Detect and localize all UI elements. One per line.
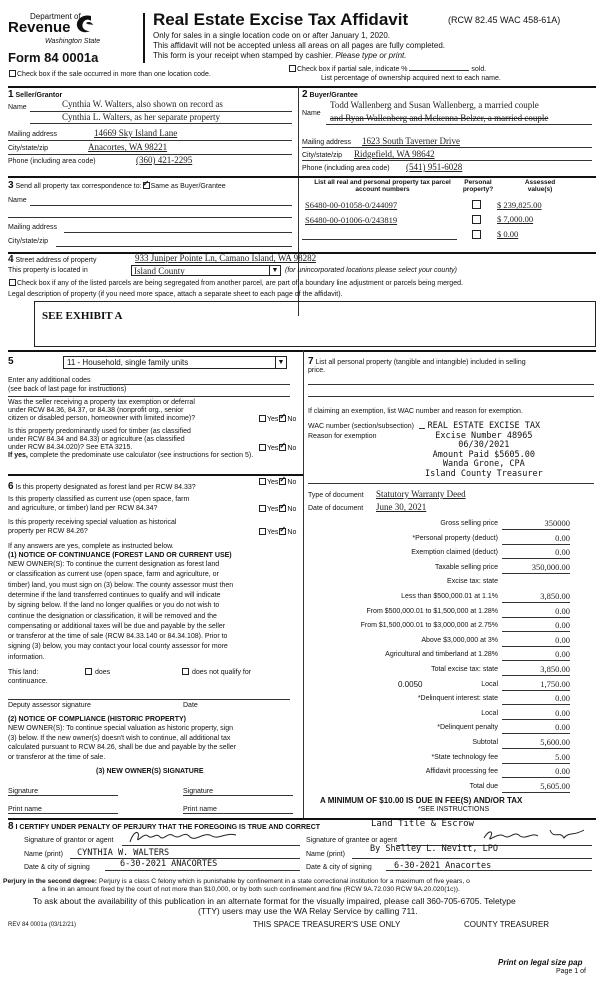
- new-owner-signature-2: Signature: [183, 788, 213, 795]
- tax-row-label: *Delinquent interest: state: [417, 695, 498, 703]
- tax-row-value: 0.00: [555, 532, 570, 543]
- tax-row-label: Local: [481, 680, 498, 688]
- dept-line3: Washington State: [45, 38, 101, 45]
- county-note: (for unincorporated locations please select your county): [285, 267, 457, 274]
- exemption-label: If claiming an exemption, list WAC number and reason for exemption.: [308, 408, 523, 415]
- sig-grantor-label: Signature of grantor or agent: [24, 837, 114, 844]
- dept-line1: Department of: [30, 12, 81, 21]
- grantee-date-label: Date & city of signing: [306, 864, 372, 871]
- grantor-name: CYNTHIA W. WALTERS: [77, 848, 170, 858]
- tax-row-label: Affidavit processing fee: [425, 768, 498, 776]
- tax-row-label: Total excise tax: state: [431, 666, 498, 673]
- buyer-mailing: 1623 South Taverner Drive: [362, 136, 460, 146]
- notice-line: compensating or additional taxes will be due and payable by the seller: [8, 622, 226, 630]
- county-select[interactable]: [131, 265, 281, 276]
- correspondence-heading: 3 Send all property tax correspondence to:✓ Same as Buyer/Grantee: [8, 180, 226, 191]
- notice-line: or transferor at the time of sale.: [8, 753, 106, 761]
- buyer-name-label: Name: [302, 110, 321, 117]
- new-owner-sig-title: (3) NEW OWNER(S) SIGNATURE: [96, 768, 204, 775]
- partial-sale-note: List percentage of ownership acquired next to each name.: [321, 75, 501, 82]
- q-exempt-1: Was the seller receiving a property tax exemption or deferral: [8, 399, 195, 406]
- tax-row-label: Above $3,000,000 at 3%: [421, 636, 498, 644]
- use-code-value: 11 - Household, single family units: [67, 358, 189, 367]
- tax-row-label: Excise tax: state: [447, 578, 498, 586]
- tax-row-value: 0.00: [555, 620, 570, 631]
- q-timber-answer[interactable]: Yes✓ No: [258, 444, 296, 452]
- notice-line: by signing below. If the land no longer qualifies or you do not wish to: [8, 602, 220, 610]
- grantee-date: 6-30-2021 Anacortes: [394, 861, 492, 871]
- parcel-personal-2[interactable]: [472, 215, 481, 224]
- notice-line: NEW OWNER(S): To continue special valuation as historic property, sign: [8, 725, 233, 732]
- grantor-signature[interactable]: [126, 828, 246, 846]
- parcel-col1: List all real and personal property tax parcel account numbers: [314, 179, 451, 193]
- notice1-title: (1) NOTICE OF CONTINUANCE (FOREST LAND OR CURRENT USE): [8, 552, 232, 559]
- q-exempt-answer[interactable]: Yes✓ No: [258, 415, 296, 423]
- tax-row-label: *State technology fee: [431, 753, 498, 761]
- parcel-number-2: S6480-00-01006-0/243819: [305, 215, 398, 225]
- perjury-line1: Perjury in the second degree: Perjury is a class C felony which is punishable by confinement in a state correctional institution for a maximum of five years, o: [3, 878, 470, 885]
- perjury-line2: a fine in an amount fixed by the court of not more than $10,000, or by both such confinement and fine (RCW 9A.72.030 RCW 9A.20.020(1c)).: [42, 886, 460, 893]
- notice2-title: (2) NOTICE OF COMPLIANCE (HISTORIC PROPERTY): [8, 716, 186, 723]
- tax-row-label: From $500,000.01 to $1,500,000 at 1.28%: [366, 607, 498, 615]
- notice-line: calculated pursuant to RCW 84.26, shall be due and payable by the seller: [8, 744, 237, 751]
- segregated-check[interactable]: Check box if any of the listed parcels are being segregated from another parcel, are part of a boundary line adjustment or parcels being merged.: [8, 279, 463, 287]
- seller-phone-label: Phone (including area code): [8, 158, 96, 165]
- buyer-heading: 2 Buyer/Grantee: [302, 89, 358, 100]
- sig-grantee-label: Signature of grantee or agent: [306, 837, 398, 844]
- buyer-phone-label: Phone (including area code): [302, 165, 390, 172]
- section5-num: 5: [8, 356, 14, 367]
- tax-row-value: 0.00: [555, 547, 570, 558]
- form-number: Form 84 0001a: [8, 50, 99, 65]
- seller-name-line2: Cynthia L. Walters, as her separate property: [62, 112, 221, 122]
- tax-row-label: Exemption claimed (deduct): [411, 549, 498, 557]
- seller-city: Anacortes, WA 98221: [88, 142, 168, 152]
- form-rcw: (RCW 82.45 WAC 458-61A): [448, 15, 561, 25]
- tax-row-value: 0.00: [555, 722, 570, 733]
- notice-line: information.: [8, 653, 45, 661]
- q-timber-1: Is this property predominantly used for timber (as classified: [8, 428, 191, 435]
- grantor-date-label: Date & city of signing: [24, 864, 90, 871]
- tax-row-value: 0.00: [555, 634, 570, 645]
- deputy-date: Date: [183, 702, 198, 709]
- buyer-name-line1: Todd Wallenberg and Susan Wallenberg, a married couple: [330, 100, 539, 110]
- tax-row-value: 0.00: [555, 707, 570, 718]
- seller-mailing-label: Mailing address: [8, 131, 58, 138]
- legal-label: Legal description of property (if you need more space, attach a separate sheet to each page of the affidavit).: [8, 291, 343, 298]
- seller-name-label: Name: [8, 104, 27, 111]
- buyer-phone: (541) 951-6028: [406, 162, 463, 172]
- parcel-value-3: $ 0.00: [497, 229, 519, 239]
- buyer-name-line2: and Ryan Wallenberg and Mckenna Belzer, a married couple: [330, 113, 549, 123]
- corr-city-label: City/state/zip: [8, 238, 49, 245]
- tax-row-label: Gross selling price: [440, 520, 498, 527]
- legal-description-box[interactable]: [34, 301, 596, 347]
- new-owner-print-2: Print name: [183, 806, 217, 813]
- grantee-name-label: Name (print): [306, 851, 345, 858]
- tax-row-label: From $1,500,000.01 to $3,000,000 at 2.75%: [360, 622, 498, 630]
- doc-type-label: Type of document: [308, 492, 364, 499]
- grantor-date: 6-30-2021 ANACORTES: [120, 859, 218, 869]
- tax-row-label: *Personal property (deduct): [412, 534, 498, 542]
- q-historical-answer[interactable]: Yes✓ No: [258, 528, 296, 536]
- tax-row-label: Taxable selling price: [434, 563, 498, 571]
- additional-codes-label: Enter any additional codes: [8, 377, 91, 384]
- seller-city-label: City/state/zip: [8, 145, 49, 152]
- print-legal: Print on legal size pap: [498, 958, 583, 967]
- rev-number: REV 84 0001a (03/12/21): [8, 922, 77, 928]
- same-as-buyer-check[interactable]: [143, 182, 150, 189]
- tax-row-value: 0.00: [555, 649, 570, 660]
- page-number: Page 1 of: [556, 968, 586, 975]
- tax-row-value: 5,600.00: [540, 737, 570, 747]
- chevron-down-icon: ▼: [275, 357, 286, 368]
- legal-description: SEE EXHIBIT A: [42, 310, 123, 322]
- reason-label: Reason for exemption: [308, 433, 377, 440]
- deputy-signature: Deputy assessor signature: [8, 702, 91, 709]
- seller-name-line1: Cynthia W. Walters, also shown on record as: [62, 99, 223, 109]
- street-row: 4 Street address of property: [8, 254, 97, 265]
- seller-phone: (360) 421-2295: [136, 155, 193, 165]
- parcel-value-1: $ 239,825.00: [497, 200, 542, 210]
- q-current-use-2: and agriculture, or timber) land per RCW 84.34?: [8, 505, 158, 512]
- notice-line: NEW OWNER(S): To continue the current designation as forest land: [8, 561, 220, 568]
- minimum-due: A MINIMUM OF $10.00 IS DUE IN FEE(S) AND/OR TAX: [320, 796, 523, 805]
- q-exempt-3: citizen or disabled person, homeowner with limited income)?: [8, 415, 196, 422]
- agent-company: Land Title & Escrow: [371, 819, 474, 829]
- tax-local-rate: 0.0050: [398, 679, 423, 689]
- tax-row-value: 350000: [544, 518, 570, 528]
- this-land: This land:: [8, 669, 39, 676]
- treasurer-stamp: REAL ESTATE EXCISE TAX Excise Number 48965 06/30/2021 Amount Paid $5605.00 Wanda Grone, CPA Island County Treasurer: [425, 421, 543, 479]
- use-code-select[interactable]: [63, 356, 287, 369]
- tax-row-label: Less than $500,000.01 at 1.1%: [401, 593, 498, 600]
- seller-mailing: 14669 Sky Island Lane: [94, 128, 178, 138]
- see-back: (see back of last page for instructions): [8, 386, 127, 393]
- buyer-city: Ridgefield, WA 98642: [354, 149, 435, 159]
- notice-line: continue the designation or classification, it will be removed and the: [8, 612, 217, 620]
- buyer-city-label: City/state/zip: [302, 152, 343, 159]
- wac-label: WAC number (section/subsection): [308, 423, 414, 430]
- q-forest: 6 Is this property designated as forest land per RCW 84.33?: [8, 481, 196, 492]
- q-exempt-2: under RCW 84.36, 84.37, or 84.38 (nonprofit org., senior: [8, 407, 184, 414]
- parcel-col3: Assessed value(s): [524, 179, 556, 193]
- parcel-col2: Personal property?: [462, 179, 494, 193]
- tax-row-label: Subtotal: [472, 739, 498, 746]
- chevron-down-icon: ▼: [269, 266, 280, 275]
- doc-date-label: Date of document: [308, 505, 364, 512]
- treasurer-use: THIS SPACE TREASURER'S USE ONLY: [253, 920, 401, 929]
- tax-row-value: 0.00: [555, 605, 570, 616]
- section7-text-2: price.: [308, 367, 326, 374]
- certify: 8 I CERTIFY UNDER PENALTY OF PERJURY THAT THE FOREGOING IS TRUE AND CORRECT: [8, 821, 321, 832]
- parcel-value-2: $ 7,000.00: [497, 214, 534, 224]
- notice-line: timber) land, you must sign on (3) below. The county assessor must then: [8, 581, 234, 589]
- q-current-use-1: Is this property classified as current use (open space, farm: [8, 496, 190, 503]
- alt-format-2: (TTY) users may use the WA Relay Service by calling 711.: [198, 906, 418, 916]
- doc-date: June 30, 2021: [376, 502, 427, 512]
- tax-row-value: 1,750.00: [540, 678, 570, 689]
- corr-name-label: Name: [8, 197, 27, 204]
- seller-heading: 1 Seller/Grantor: [8, 89, 63, 100]
- notice-line: signing (3) below, you may contact your local county assessor for more: [8, 643, 228, 651]
- grantee-name: By Shelley L. Nevitt, LPO: [370, 844, 498, 854]
- partial-sale-check[interactable]: Check box if partial sale, indicate % sold.: [288, 65, 486, 73]
- corr-mailing-label: Mailing address: [8, 224, 58, 231]
- does-not-check[interactable]: does not qualify for: [181, 668, 251, 676]
- tax-row-value: 5.00: [555, 751, 570, 762]
- parcel-number-1: S6480-00-01058-0/244097: [305, 200, 398, 210]
- county-treasurer: COUNTY TREASURER: [464, 920, 550, 929]
- grantee-signature[interactable]: [480, 826, 590, 844]
- buyer-mailing-label: Mailing address: [302, 139, 352, 146]
- q-current-use-answer[interactable]: Yes✓ No: [258, 505, 296, 513]
- header-line1: Only for sales in a single location code on or after January 1, 2020.: [153, 31, 391, 40]
- grantor-name-label: Name (print): [24, 851, 63, 858]
- county-value: Island County: [134, 266, 185, 276]
- tax-row-value: 0.00: [555, 693, 570, 704]
- if-any: If any answers are yes, complete as instructed below.: [8, 543, 174, 550]
- property-street: 933 Juniper Pointe Ln, Camano Island, WA 98282: [135, 253, 317, 263]
- dept-logo-icon: [73, 13, 95, 35]
- tax-row-value: 3,850.00: [540, 591, 570, 601]
- notice-line: or classification as current use (open space, farm and agriculture, or: [8, 571, 219, 579]
- new-owner-print-1: Print name: [8, 806, 42, 813]
- tax-row-label: Local: [481, 709, 498, 717]
- q-forest-answer[interactable]: Yes✓ No: [258, 478, 296, 486]
- tax-row-label: Total due: [469, 782, 498, 790]
- does-check[interactable]: does: [84, 668, 110, 676]
- tax-row-label: Agricultural and timberland at 1.28%: [385, 651, 498, 659]
- multi-location-check[interactable]: Check box if the sale occurred in more than one location code.: [8, 70, 211, 78]
- parcel-personal-1[interactable]: [472, 200, 481, 209]
- tax-row-value: 0.00: [555, 766, 570, 777]
- dept-line2: Revenue: [8, 19, 71, 36]
- q-timber-if: If yes, complete the predominate use calculator (see instructions for section 5).: [8, 452, 254, 459]
- doc-type: Statutory Warranty Deed: [376, 489, 466, 499]
- notice-line: or transferor at the time of sale (RCW 84.33.140 or 84.34.108). Prior to: [8, 633, 228, 641]
- section7-text-1: 7 List all personal property (tangible and intangible) included in selling: [308, 356, 526, 367]
- q-timber-2: under RCW 84.34 and 84.33) or agriculture (as classified: [8, 436, 185, 443]
- tax-row-label: *Delinquent penalty: [437, 724, 498, 732]
- notice-line: determine if the land transferred continues to qualify and will indicate: [8, 591, 221, 599]
- form-title: Real Estate Excise Tax Affidavit: [153, 10, 409, 29]
- header-line2: This affidavit will not be accepted unless all areas on all pages are fully completed.: [153, 41, 446, 50]
- tax-row-value: 3,850.00: [540, 664, 570, 674]
- q-timber-3: under RCW 84.34.020)? See ETA 3215.: [8, 444, 133, 451]
- header-line3: This form is your receipt when stamped by cashier. Please type or print.: [153, 51, 407, 60]
- new-owner-signature-1: Signature: [8, 788, 38, 795]
- tax-row-value: 350,000.00: [531, 561, 570, 572]
- located-label: This property is located in: [8, 267, 88, 274]
- q-historical-2: property per RCW 84.26?: [8, 528, 88, 535]
- tax-row-value: 5,605.00: [540, 780, 570, 791]
- see-instructions: *SEE INSTRUCTIONS: [418, 806, 490, 813]
- alt-format-1: To ask about the availability of this publication in an alternate format for the visually impaired, please call 360-705-6705. Teletype: [33, 896, 516, 906]
- parcel-personal-3[interactable]: [472, 230, 481, 239]
- notice-line: (3) below. If the new owner(s) doesn't wish to continue, all additional tax: [8, 734, 231, 742]
- continuance: continuance.: [8, 678, 48, 685]
- q-historical-1: Is this property receiving special valuation as historical: [8, 519, 177, 526]
